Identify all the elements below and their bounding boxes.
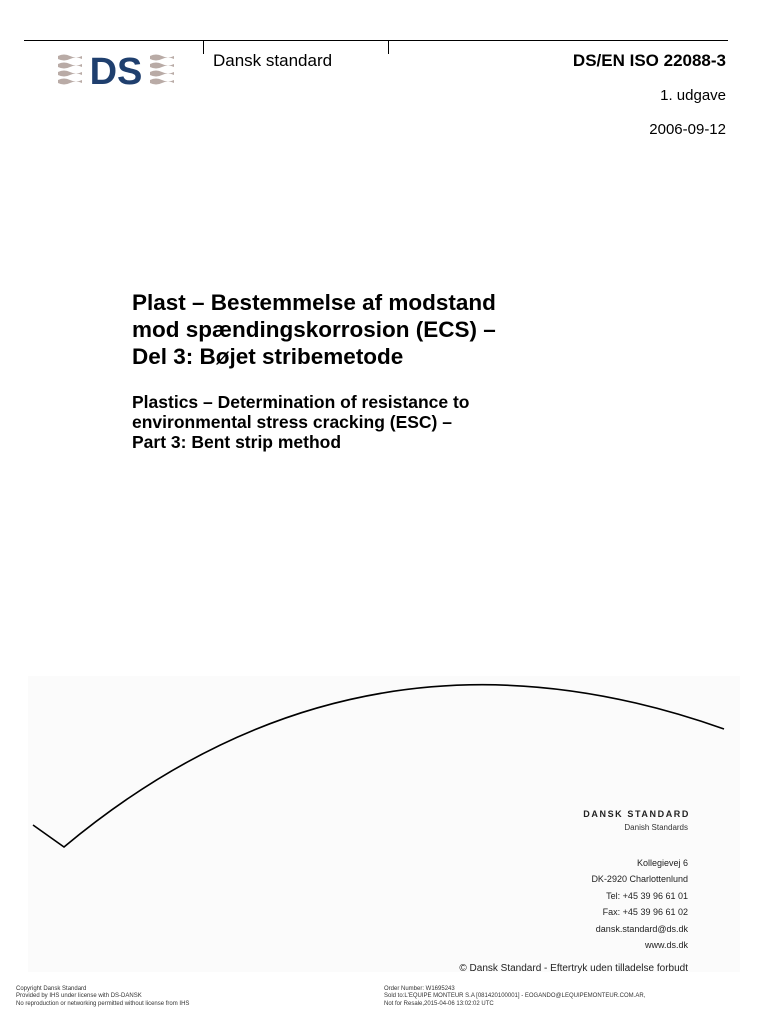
title-danish-line: Plast – Bestemmelse af modstand xyxy=(132,290,496,315)
title-danish xyxy=(132,289,496,370)
publisher-subtitle: Danish Standards xyxy=(624,823,688,832)
title-english-line: Part 3: Bent strip method xyxy=(132,432,342,452)
footer-line: Sold to:L'EQUIPE MONTEUR S.A [081420100001] - EOGANDO@LEQUIPEMONTEUR.COM.AR, xyxy=(384,993,646,1000)
header-divider-tick xyxy=(203,40,204,54)
top-rule xyxy=(24,40,728,41)
publication-date: 2006-09-12 xyxy=(649,121,726,138)
title-english-line: Plastics – Determination of resistance to xyxy=(132,392,470,412)
logo-text: DS xyxy=(89,51,143,90)
footer-line: No reproduction or networking permitted without license from IHS xyxy=(16,1000,190,1007)
title-english xyxy=(132,392,469,452)
publisher-name: DANSK STANDARD xyxy=(583,809,690,819)
header-divider-tick xyxy=(388,40,389,54)
logo-wave-left-icon xyxy=(58,55,82,85)
footer-right xyxy=(384,986,645,1008)
copyright-notice: © Dansk Standard - Eftertryk uden tilladelse forbudt xyxy=(459,963,688,974)
edition: 1. udgave xyxy=(660,87,726,104)
website-link[interactable]: www.ds.dk xyxy=(644,940,688,951)
footer-left xyxy=(16,986,189,1008)
title-english-line: environmental stress cracking (ESC) – xyxy=(132,412,452,432)
title-danish-line: mod spændingskorrosion (ECS) – xyxy=(132,317,496,342)
address-city: DK-2920 Charlottenlund xyxy=(591,874,688,885)
publisher-label: Dansk standard xyxy=(213,51,333,70)
footer-line: Copyright Dansk Standard xyxy=(16,986,87,992)
footer-line: Order Number: W1695243 xyxy=(384,986,455,992)
address-street: Kollegievej 6 xyxy=(636,858,688,868)
title-danish-line: Del 3: Bøjet stribemetode xyxy=(132,344,404,369)
standard-number: DS/EN ISO 22088-3 xyxy=(572,51,726,70)
email-link[interactable]: dansk.standard@ds.dk xyxy=(595,923,688,934)
ds-logo xyxy=(56,50,176,90)
contact-block xyxy=(591,855,688,953)
footer-line: Not for Resale,2015-04-06 13:02:02 UTC xyxy=(384,1000,494,1007)
fax: Fax: +45 39 96 61 02 xyxy=(602,907,688,918)
phone: Tel: +45 39 96 61 01 xyxy=(606,890,688,901)
footer-line: Provided by IHS under license with DS-DANSK xyxy=(16,993,142,1000)
logo-wave-right-icon xyxy=(150,55,174,85)
